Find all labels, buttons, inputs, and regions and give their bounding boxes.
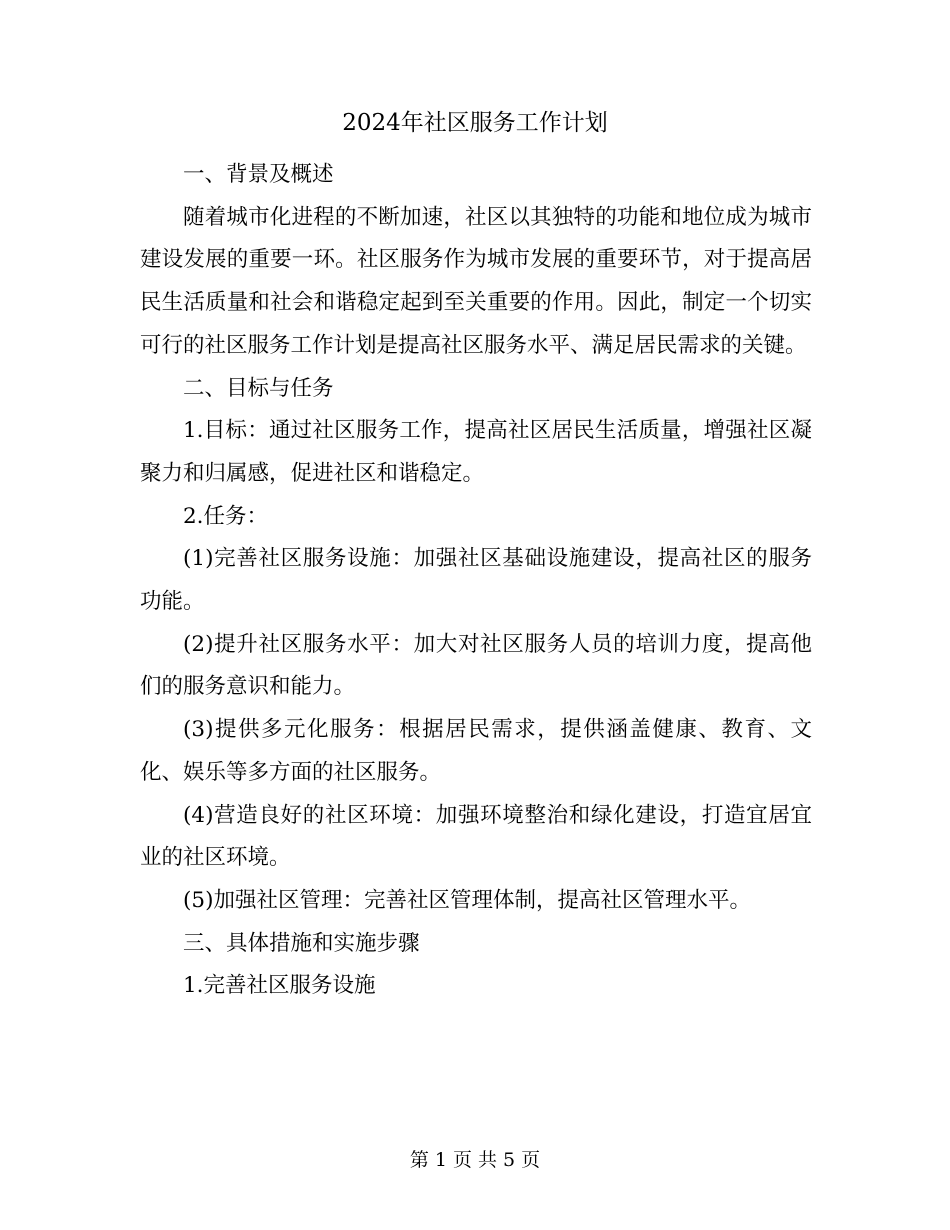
list-item: (4)营造良好的社区环境：加强环境整治和绿化建设，打造宜居宜业的社区环境。 bbox=[140, 802, 812, 871]
document-body bbox=[140, 154, 812, 1008]
paragraph: 1.完善社区服务设施 bbox=[183, 973, 376, 999]
section-heading: 三、具体措施和实施步骤 bbox=[183, 930, 420, 956]
list-item: (2)提升社区服务水平：加大对社区服务人员的培训力度，提高他们的服务意识和能力。 bbox=[140, 631, 812, 700]
paragraph: 随着城市化进程的不断加速，社区以其独特的功能和地位成为城市建设发展的重要一环。社区服务作为城市发展的重要环节，对于提高居民生活质量和社会和谐稳定起到至关重要的作用。因此，制定一个切实可行的社区服务工作计划是提高社区服务水平、满足居民需求的关键。 bbox=[140, 204, 812, 358]
list-item: (1)完善社区服务设施：加强社区基础设施建设，提高社区的服务功能。 bbox=[140, 546, 812, 615]
list-item: (3)提供多元化服务：根据居民需求，提供涵盖健康、教育、文化、娱乐等多方面的社区服务。 bbox=[140, 717, 812, 785]
paragraph: 2.任务： bbox=[183, 503, 269, 529]
list-item: (5)加强社区管理：完善社区管理体制，提高社区管理水平。 bbox=[183, 887, 751, 913]
document-title: 2024年社区服务工作计划 bbox=[342, 110, 608, 136]
section-heading: 二、目标与任务 bbox=[183, 375, 334, 401]
page-footer: 第 1 页 共 5 页 bbox=[409, 1149, 541, 1171]
paragraph: 1.目标：通过社区服务工作，提高社区居民生活质量，增强社区凝聚力和归属感，促进社区和谐稳定。 bbox=[140, 418, 812, 486]
section-heading: 一、背景及概述 bbox=[183, 162, 334, 187]
